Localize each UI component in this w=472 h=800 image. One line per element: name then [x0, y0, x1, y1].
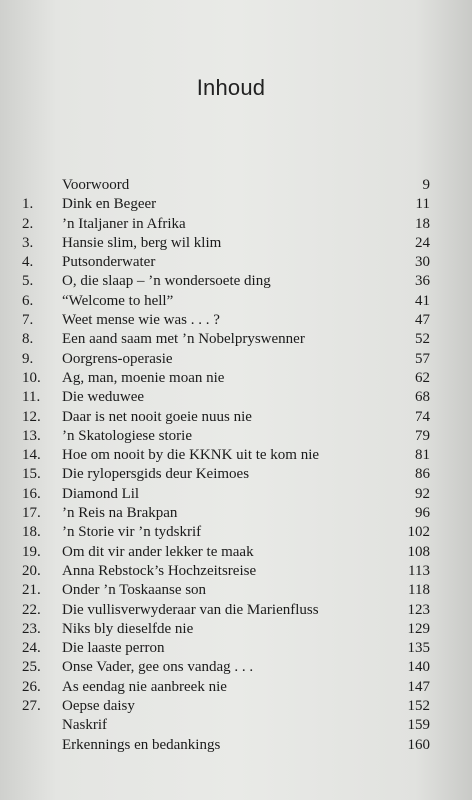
toc-entry-page: 152 — [407, 698, 430, 715]
toc-entry-page: 118 — [408, 582, 430, 599]
toc-entry-page: 123 — [407, 601, 430, 618]
toc-entry — [0, 485, 472, 504]
toc-entry-page: 74 — [415, 408, 430, 425]
toc-entry-page: 24 — [415, 234, 430, 251]
toc-entry-number: 26. — [22, 678, 41, 695]
toc-entry-title: Die vullisverwyderaar van die Marienfluss — [62, 601, 319, 618]
toc-entry — [0, 369, 472, 388]
toc-entry-number: 13. — [22, 427, 41, 444]
toc-entry-number: 7. — [22, 312, 34, 329]
toc-entry-title: ’n Storie vir ’n tydskrif — [62, 524, 202, 541]
toc-entry — [0, 658, 472, 677]
toc-entry-number: 16. — [22, 485, 41, 502]
table-of-contents — [0, 176, 472, 755]
toc-entry-page: 86 — [415, 466, 430, 483]
toc-entry-title: As eendag nie aanbreek nie — [62, 678, 227, 695]
toc-entry — [0, 311, 472, 330]
toc-entry-page: 129 — [407, 620, 430, 637]
toc-entry-page: 57 — [415, 350, 430, 367]
toc-entry-page: 30 — [415, 254, 430, 271]
toc-entry — [0, 292, 472, 311]
toc-entry-page: 81 — [415, 447, 430, 464]
toc-entry — [0, 523, 472, 542]
toc-entry-number: 6. — [22, 292, 34, 309]
toc-entry-page: 92 — [415, 485, 430, 502]
toc-entry-title: Die rylopersgids deur Keimoes — [62, 466, 250, 483]
toc-entry-page: 36 — [415, 273, 430, 290]
toc-entry — [0, 716, 472, 735]
toc-entry-title: Erkennings en bedankings — [62, 736, 221, 753]
toc-entry-page: 160 — [407, 736, 430, 753]
toc-entry — [0, 446, 472, 465]
toc-entry-title: Niks bly dieselfde nie — [62, 620, 194, 637]
toc-entry-number: 23. — [22, 620, 41, 637]
toc-entry — [0, 330, 472, 349]
toc-entry-number: 19. — [22, 543, 41, 560]
toc-entry-title: Die weduwee — [62, 389, 145, 406]
toc-entry-number: 10. — [22, 369, 41, 386]
toc-entry — [0, 215, 472, 234]
toc-entry-title: Die laaste perron — [62, 640, 165, 657]
toc-entry — [0, 543, 472, 562]
toc-entry-number: 25. — [22, 659, 41, 676]
toc-entry-title: ’n Reis na Brakpan — [62, 505, 178, 522]
toc-entry-number: 11. — [22, 389, 41, 406]
toc-entry-number: 4. — [22, 254, 34, 271]
toc-entry-page: 147 — [407, 678, 430, 695]
toc-entry-title: Een aand saam met ’n Nobelpryswenner — [62, 331, 305, 348]
toc-entry-page: 102 — [407, 524, 430, 541]
toc-entry-number: 27. — [22, 698, 41, 715]
toc-entry-page: 47 — [415, 312, 430, 329]
toc-entry-title: Weet mense wie was . . . ? — [62, 312, 220, 329]
toc-entry-page: 41 — [415, 292, 430, 309]
toc-entry-page: 52 — [415, 331, 430, 348]
toc-entry — [0, 736, 472, 755]
toc-entry — [0, 697, 472, 716]
toc-entry-page: 108 — [407, 543, 430, 560]
toc-entry-number: 17. — [22, 505, 41, 522]
toc-entry-title: Anna Rebstock’s Hochzeitsreise — [62, 562, 257, 579]
toc-entry — [0, 678, 472, 697]
toc-entry-number: 3. — [22, 234, 34, 251]
toc-entry-number: 8. — [22, 331, 34, 348]
toc-entry-title: Ag, man, moenie moan nie — [62, 369, 225, 386]
toc-entry-number: 24. — [22, 640, 41, 657]
toc-entry-title: Diamond Lil — [62, 485, 140, 502]
toc-entry-title: Oepse daisy — [62, 698, 135, 715]
toc-entry — [0, 639, 472, 658]
toc-entry-title: Hoe om nooit by die KKNK uit te kom nie — [62, 447, 320, 464]
toc-entry — [0, 408, 472, 427]
toc-entry-title: “Welcome to hell” — [62, 292, 174, 309]
toc-entry-title: Hansie slim, berg wil klim — [62, 234, 222, 251]
toc-entry — [0, 253, 472, 272]
toc-entry-title: Voorwoord — [62, 177, 130, 193]
toc-entry — [0, 234, 472, 253]
toc-entry-number: 5. — [22, 273, 34, 290]
toc-entry — [0, 388, 472, 407]
toc-entry — [0, 427, 472, 446]
toc-entry-page: 113 — [408, 562, 430, 579]
toc-entry — [0, 195, 472, 214]
toc-entry-page: 159 — [407, 717, 430, 734]
toc-entry-title: Onder ’n Toskaanse son — [62, 582, 207, 599]
toc-entry-number: 9. — [22, 350, 34, 367]
toc-entry-page: 62 — [415, 369, 430, 386]
toc-entry-title: ’n Skatologiese storie — [62, 427, 192, 444]
toc-entry-title: Putsonderwater — [62, 254, 156, 271]
toc-entry — [0, 176, 472, 195]
toc-entry-number: 20. — [22, 562, 41, 579]
toc-entry-title: Naskrif — [62, 717, 107, 734]
toc-entry-page: 79 — [415, 427, 430, 444]
toc-entry — [0, 465, 472, 484]
toc-entry-number: 15. — [22, 466, 41, 483]
toc-entry — [0, 504, 472, 523]
toc-entry — [0, 562, 472, 581]
toc-entry-number: 14. — [22, 447, 41, 464]
toc-entry-title: Onse Vader, gee ons vandag . . . — [62, 659, 254, 676]
toc-entry-number: 21. — [22, 582, 41, 599]
toc-entry-title: O, die slaap – ’n wondersoete ding — [62, 273, 271, 290]
toc-entry — [0, 620, 472, 639]
toc-entry-number: 18. — [22, 524, 41, 541]
toc-entry-page: 68 — [415, 389, 430, 406]
toc-entry-page: 135 — [407, 640, 430, 657]
toc-entry — [0, 601, 472, 620]
toc-entry-page: 9 — [422, 177, 430, 193]
toc-entry-title: Om dit vir ander lekker te maak — [62, 543, 254, 560]
toc-entry-page: 96 — [415, 505, 430, 522]
toc-entry — [0, 350, 472, 369]
toc-entry-page: 18 — [415, 215, 430, 232]
toc-entry-title: ’n Italjaner in Afrika — [62, 215, 186, 232]
toc-entry-page: 140 — [407, 659, 430, 676]
toc-entry-page: 11 — [415, 196, 430, 213]
toc-entry — [0, 272, 472, 291]
toc-entry-number: 22. — [22, 601, 41, 618]
toc-entry — [0, 581, 472, 600]
toc-entry-title: Dink en Begeer — [62, 196, 157, 213]
toc-entry-number: 2. — [22, 215, 34, 232]
toc-entry-title: Oorgrens-operasie — [62, 350, 173, 367]
toc-entry-number: 1. — [22, 196, 34, 213]
page-title: Inhoud — [196, 75, 266, 100]
toc-entry-number: 12. — [22, 408, 41, 425]
toc-entry-title: Daar is net nooit goeie nuus nie — [62, 408, 252, 425]
